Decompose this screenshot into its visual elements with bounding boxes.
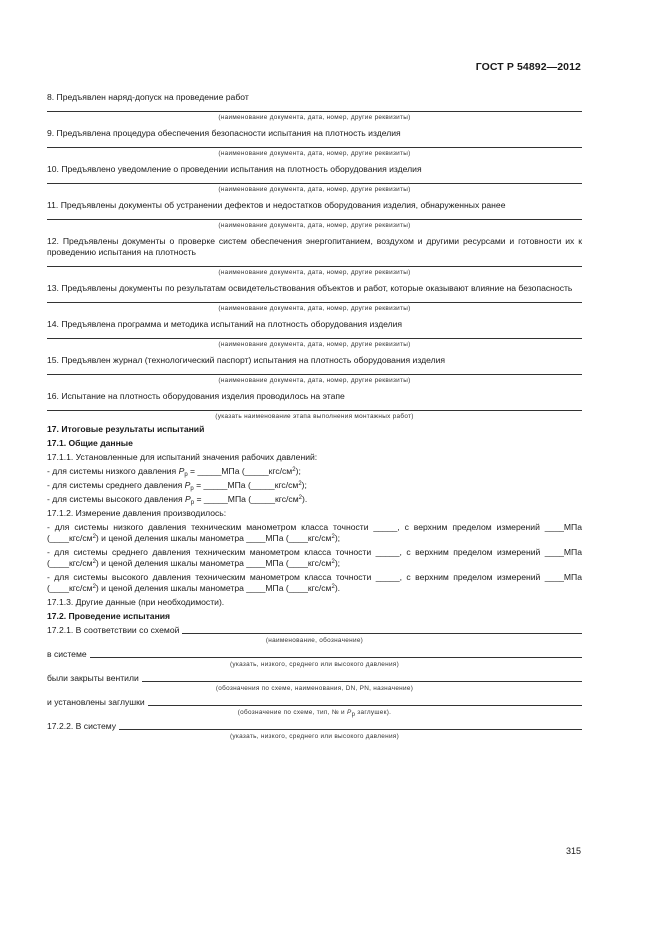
- field-scheme: [47, 625, 582, 636]
- item-caption: (наименование документа, дата, номер, другие реквизиты): [218, 114, 411, 121]
- blank-line: [47, 219, 582, 220]
- list-item-8: [47, 92, 582, 122]
- list-item-9: [47, 128, 582, 158]
- item-text: 12. Предъявлены документы о проверке систем обеспечения энергопитанием, воздухом и другими ресурсами и готовности их к проведению испытания на плотность: [47, 236, 582, 257]
- blank-line: [90, 657, 582, 658]
- item-caption: (наименование документа, дата, номер, другие реквизиты): [218, 305, 411, 312]
- item-caption: (указать наименование этапа выполнения монтажных работ): [215, 413, 414, 420]
- section-17-1-title: 17.1. Общие данные: [47, 438, 133, 448]
- list-item-10: [47, 164, 582, 194]
- item-text: 13. Предъявлены документы по результатам освидетельствования объектов и работ, которые оказывают влияние на безопасность: [47, 283, 573, 293]
- list-item-12: [47, 236, 582, 277]
- item-text: 10. Предъявлено уведомление о проведении испытания на плотность оборудования изделия: [47, 164, 422, 174]
- field-valves: [47, 673, 582, 684]
- paragraph-17-1-3: 17.1.3. Другие данные (при необходимости).: [47, 597, 225, 607]
- field-caption: (наименование, обозначение): [265, 637, 364, 644]
- blank-line: [119, 729, 582, 730]
- item-text: 9. Предъявлена процедура обеспечения безопасности испытания на плотность изделия: [47, 128, 401, 138]
- section-17-title: 17. Итоговые результаты испытаний: [47, 424, 205, 434]
- field-label: 17.2.2. В систему: [47, 721, 117, 731]
- manometer-high: - для системы высокого давления техническим манометром класса точности _____, с верхним пределом измерений ____МПа $(\_\_\_\_кгс/см^2)$ и ценой деления шкалы манометра ____МПа $(\_\_\_\_кгс/см^2)$.: [47, 572, 582, 593]
- item-text: 14. Предъявлена программа и методика испытаний на плотность оборудования изделия: [47, 319, 403, 329]
- list-item-15: [47, 355, 582, 385]
- blank-line: [47, 266, 582, 267]
- item-caption: (наименование документа, дата, номер, другие реквизиты): [218, 222, 411, 229]
- field-caption: (указать, низкого, среднего или высокого давления): [229, 733, 400, 740]
- item-caption: (наименование документа, дата, номер, другие реквизиты): [218, 269, 411, 276]
- field-caption: (обозначения по схеме, наименования, DN, PN, назначение): [215, 685, 414, 692]
- paragraph-17-1-1: 17.1.1. Установленные для испытаний значения рабочих давлений:: [47, 452, 318, 462]
- blank-line: [148, 705, 582, 706]
- field-system: [47, 649, 582, 660]
- paragraph-17-1-2: 17.1.2. Измерение давления производилось:: [47, 508, 227, 518]
- field-plugs: [47, 697, 582, 708]
- item-caption: (наименование документа, дата, номер, другие реквизиты): [218, 377, 411, 384]
- item-text: 16. Испытание на плотность оборудования изделия проводилось на этапе: [47, 391, 345, 401]
- item-caption: (наименование документа, дата, номер, другие реквизиты): [218, 341, 411, 348]
- item-caption: (наименование документа, дата, номер, другие реквизиты): [218, 186, 411, 193]
- document-body: [47, 92, 582, 745]
- item-text: 11. Предъявлены документы об устранении дефектов и недостатков оборудования изделия, обнаруженных ранее: [47, 200, 506, 210]
- item-caption: (наименование документа, дата, номер, другие реквизиты): [218, 150, 411, 157]
- pressure-line-low: - для системы низкого давления $P_р$ = _____МПа $(\_\_\_\_\_кгс/см^2)$;: [47, 466, 301, 478]
- blank-line: [142, 681, 582, 682]
- manometer-low: - для системы низкого давления техническим манометром класса точности _____, с верхним пределом измерений ____МПа $(\_\_\_\_кгс/см^2)$ и ценой деления шкалы манометра ____МПа $(\_\_\_\_кгс/см^2)$;: [47, 522, 582, 543]
- page-number: 315: [565, 846, 581, 856]
- field-label: в системе: [47, 649, 87, 659]
- blank-line: [47, 147, 582, 148]
- blank-line: [47, 374, 582, 375]
- pressure-line-medium: - для системы среднего давления $P_р$ = _____МПа $(\_\_\_\_\_кгс/см^2)$;: [47, 480, 307, 492]
- field-into-system: [47, 721, 582, 732]
- pressure-line-high: - для системы высокого давления $P_р$ = _____МПа $(\_\_\_\_\_кгс/см^2)$.: [47, 494, 308, 506]
- blank-line: [47, 111, 582, 112]
- blank-line: [47, 338, 582, 339]
- list-item-11: [47, 200, 582, 230]
- list-item-16: [47, 391, 582, 421]
- field-caption: (указать, низкого, среднего или высокого давления): [229, 661, 400, 668]
- list-item-14: [47, 319, 582, 349]
- blank-line: [47, 183, 582, 184]
- document-header: ГОСТ Р 54892—2012: [475, 61, 581, 73]
- field-label: 17.2.1. В соответствии со схемой: [47, 625, 180, 635]
- field-label: были закрыты вентили: [47, 673, 139, 683]
- blank-line: [182, 633, 582, 634]
- item-text: 8. Предъявлен наряд-допуск на проведение работ: [47, 92, 249, 102]
- blank-line: [47, 410, 582, 411]
- item-text: 15. Предъявлен журнал (технологический паспорт) испытания на плотность оборудования изделия: [47, 355, 446, 365]
- section-17-2-title: 17.2. Проведение испытания: [47, 611, 171, 621]
- blank-line: [47, 302, 582, 303]
- field-caption: (обозначение по схеме, тип, № и $P_р$ заглушек).: [237, 709, 392, 718]
- manometer-medium: - для системы среднего давления техническим манометром класса точности _____, с верхним пределом измерений ____МПа $(\_\_\_\_кгс/см^2)$ и ценой деления шкалы манометра ____МПа $(\_\_\_\_кгс/см^2)$;: [47, 547, 582, 568]
- list-item-13: [47, 283, 582, 313]
- field-label: и установлены заглушки: [47, 697, 145, 707]
